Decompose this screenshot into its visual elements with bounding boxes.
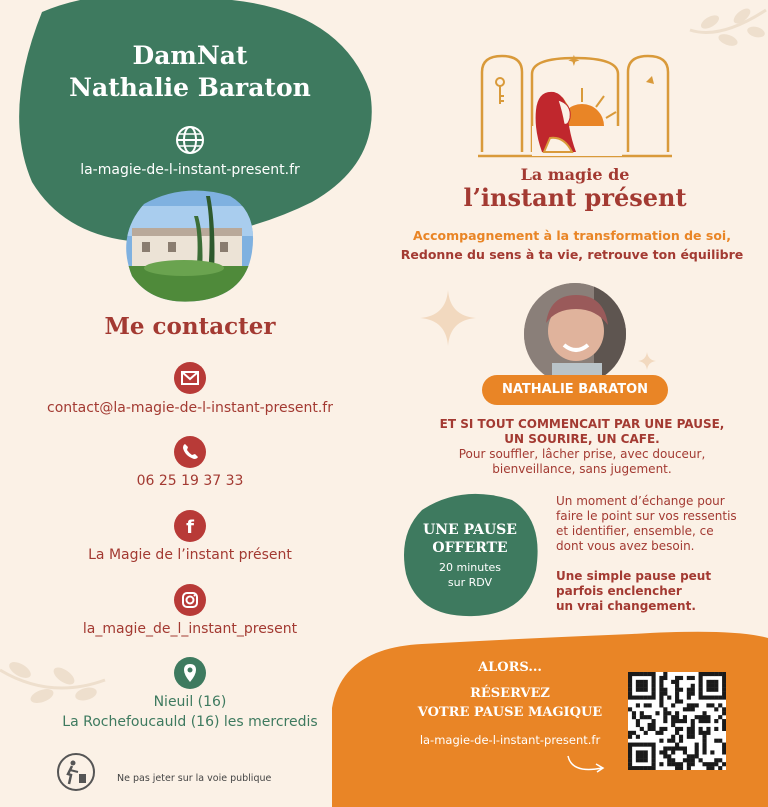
leaf-branch-top-right	[680, 0, 768, 70]
header-website-link[interactable]: la-magie-de-l-instant-present.fr	[80, 162, 300, 178]
house-photo	[124, 186, 256, 304]
moment-line5: Une simple pause peut	[556, 569, 712, 583]
footer-note: Ne pas jeter sur la voie publique	[117, 773, 272, 784]
moment-line6: parfois enclencher	[556, 584, 682, 598]
phone-icon	[174, 436, 206, 468]
email-link[interactable]: contact@la-magie-de-l-instant-present.fr	[47, 400, 333, 416]
location-line1: Nieuil (16)	[153, 694, 227, 710]
owner-name: Nathalie Baraton	[69, 73, 311, 102]
brand-title	[40, 40, 340, 104]
email-icon	[174, 362, 206, 394]
svg-text:f: f	[186, 517, 194, 538]
facebook-icon	[174, 510, 206, 542]
intro-line4: bienveillance, sans jugement.	[492, 462, 672, 476]
moment-line3: et identifier, ensemble, ce	[556, 524, 714, 538]
moment-line1: Un moment d’échange pour	[556, 494, 725, 508]
location-line2: La Rochefoucauld (16) les mercredis	[62, 714, 318, 730]
moment-line4: dont vous avez besoin.	[556, 539, 695, 553]
intro-line3: Pour souffler, lâcher prise, avec douceur,	[458, 447, 706, 461]
person-name-badge: NATHALIE BARATON	[482, 375, 668, 405]
offer-line2: OFFERTE	[432, 540, 508, 556]
instagram-link[interactable]: la_magie_de_l_instant_present	[82, 621, 298, 637]
brand-logo	[478, 52, 672, 162]
contact-title: Me contacter	[104, 313, 276, 340]
cta-line1: ALORS...	[478, 660, 542, 675]
offer-line1: UNE PAUSE	[423, 522, 517, 538]
instagram-icon	[174, 584, 206, 616]
globe-icon	[174, 124, 206, 156]
intro-line1: ET SI TOUT COMMENCAIT PAR UNE PAUSE,	[439, 417, 725, 431]
phone-number[interactable]: 06 25 19 37 33	[136, 473, 244, 489]
sparkle-icon-small	[638, 352, 656, 370]
tagline-line1: Accompagnement à la transformation de soi,	[413, 228, 731, 243]
offer-line3: 20 minutes	[438, 561, 502, 574]
brand-name: DamNat	[132, 41, 248, 70]
facebook-link[interactable]: La Magie de l’instant présent	[88, 547, 292, 563]
recycle-icon	[56, 752, 96, 792]
cta-line2: RÉSERVEZ	[470, 686, 550, 701]
curved-arrow-icon	[564, 752, 608, 778]
offer-line4: sur RDV	[447, 576, 493, 589]
cta-line3: VOTRE PAUSE MAGIQUE	[417, 705, 603, 720]
moment-line7: un vrai changement.	[556, 599, 696, 613]
qr-code-icon[interactable]	[628, 672, 726, 770]
tagline-line2: Redonne du sens à ta vie, retrouve ton équilibre	[400, 247, 744, 262]
logo-line2: l’instant présent	[463, 183, 687, 212]
location-pin-icon	[174, 657, 206, 689]
sparkle-icon	[420, 290, 476, 346]
portrait-photo	[524, 283, 626, 385]
moment-line2: faire le point sur vos ressentis	[556, 509, 737, 523]
intro-line2: UN SOURIRE, UN CAFE.	[504, 432, 660, 446]
logo-line1: La magie de	[520, 165, 630, 184]
cta-website-link[interactable]: la-magie-de-l-instant-present.fr	[419, 733, 601, 747]
